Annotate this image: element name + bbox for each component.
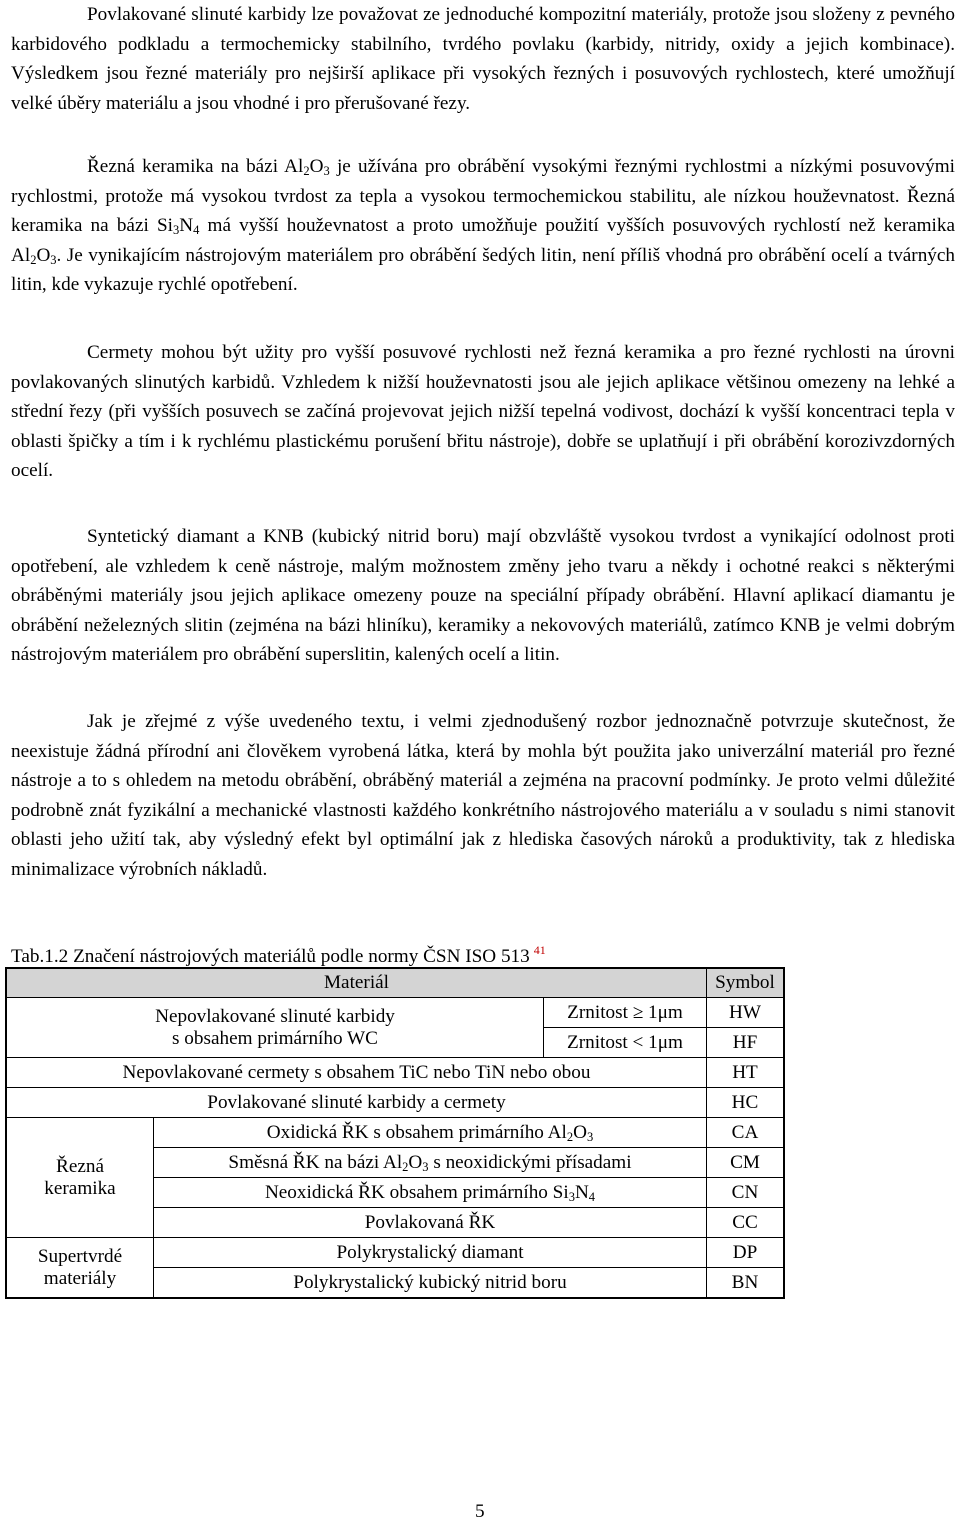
page-number: 5 — [475, 1501, 485, 1522]
cell-pcd: Polykrystalický diamant — [154, 1238, 707, 1268]
table-header-row — [6, 968, 784, 998]
table-caption — [11, 936, 546, 971]
cell-uncoated-cermets: Nepovlakované cermety s obsahem TiC nebo TiN nebo obou — [6, 1058, 707, 1088]
reference-marker: 41 — [533, 943, 546, 957]
table-row — [6, 998, 784, 1028]
table-row — [6, 1118, 784, 1148]
paragraph-superhard: Syntetický diamant a KNB (kubický nitrid boru) mají obzvláště vysokou tvrdost a vynikající odolnost proti opotřebení, ale vzhledem k ceně nástroje, malým možnostem změny jeho tvaru a někdy i ochotné reakci s některými obráběnými materiály jsou jejich aplikace omezeny pouze na speciální případy obrábění. Hlavní aplikací diamantu je obrábění neželezných slitin (zejména na bázi hliníku), keramiky a nekovových materiálů, zatímco KNB je velmi dobrým nástrojovým materiálem pro obrábění superslitin, kalených ocelí a litin. — [11, 526, 955, 665]
paragraph-cermets: Cermety mohou být užity pro vyšší posuvové rychlosti než řezná keramika a pro řezné rychlosti na úrovni povlakovaných slinutých karbidů. Vzhledem k nižší houževnatosti jsou ale jejich aplikace většinou omezeny na lehké a střední řezy (při vyšších posuvech se začíná projevovat jejich nižší tepelná vodivost, dochází k vyšší koncentraci tepla v oblasti špičky a tím i k rychlému plastickému porušení břitu nástroje), dobře se uplatňují i při obrábění korozivzdorných ocelí. — [11, 342, 955, 481]
table-row — [6, 1058, 784, 1088]
cell-symbol-ht: HT — [707, 1058, 785, 1088]
cell-symbol-cc: CC — [707, 1208, 785, 1238]
cell-mixed-ceramic: Směsná ŘK na bázi $Al_2O_3$ s neoxidickými přísadami — [154, 1148, 707, 1178]
cell-symbol-hc: HC — [707, 1088, 785, 1118]
paragraph-cutting-ceramics: Řezná keramika na bázi $Al_2O_3$ je užívána pro obrábění vysokými řeznými rychlostmi a nízkými posuvovými rychlostmi, protože má vysokou tvrdost za tepla a vysokou termochemickou stabilitu, ale nízkou houževnatost. Řezná keramika na bázi $Si_3N_4$ má vyšší houževnatost a proto umožňuje použití vyšších posuvových rychlostí než keramika $Al_2O_3$. Je vynikajícím nástrojovým materiálem pro obrábění šedých litin, není příliš vhodná pro obrábění ocelí a tvárných litin, kde vykazuje rychlé opotřebení. — [11, 156, 955, 295]
cell-symbol-bn: BN — [707, 1268, 785, 1299]
cell-symbol-cn: CN — [707, 1178, 785, 1208]
cell-symbol-hf: HF — [707, 1028, 785, 1058]
table-caption-text: Tab.1.2 Značení nástrojových materiálů podle normy ČSN ISO 513 — [11, 946, 530, 967]
cell-group-ceramics: Řezná keramika — [6, 1118, 154, 1238]
tool-materials-table — [5, 967, 785, 1299]
cell-coated-carbides: Povlakované slinuté karbidy a cermety — [6, 1088, 707, 1118]
table-row — [6, 1238, 784, 1268]
cell-symbol-hw: HW — [707, 998, 785, 1028]
cell-oxide-ceramic: Oxidická ŘK s obsahem primárního $Al_2O_3$ — [154, 1118, 707, 1148]
header-symbol: Symbol — [707, 968, 785, 998]
cell-symbol-dp: DP — [707, 1238, 785, 1268]
cell-coated-ceramic: Povlakovaná ŘK — [154, 1208, 707, 1238]
cell-nonoxide-ceramic: Neoxidická ŘK obsahem primárního $Si_3N_4$ — [154, 1178, 707, 1208]
header-material: Materiál — [6, 968, 707, 998]
paragraph-coated-carbides: Povlakované slinuté karbidy lze považovat ze jednoduché kompozitní materiály, protože jsou složeny z pevného karbidového podkladu a termochemicky stabilního, tvrdého povlaku (karbidy, nitridy, oxidy a jejich kombinace). Výsledkem jsou řezné materiály pro nejširší aplikace při vysokých řezných i posuvových rychlostech, které umožňují velké úběry materiálu a jsou vhodné i pro přerušované řezy. — [11, 4, 955, 114]
cell-uncoated-carbides: Nepovlakované slinuté karbidy s obsahem primárního WC — [6, 998, 544, 1058]
cell-group-superhard: Supertvrdé materiály — [6, 1238, 154, 1299]
cell-grain-coarse: Zrnitost ≥ 1μm — [544, 998, 707, 1028]
cell-grain-fine: Zrnitost < 1μm — [544, 1028, 707, 1058]
paragraph-conclusion: Jak je zřejmé z výše uvedeného textu, i velmi zjednodušený rozbor jednoznačně potvrzuje skutečnost, že neexistuje žádná přírodní ani člověkem vyrobená látka, která by mohla být použita jako univerzální materiál pro řezné nástroje a to s ohledem na metodu obrábění, obráběný materiál a zejména na pracovní podmínky. Je proto velmi důležité podrobně znát fyzikální a mechanické vlastnosti každého konkrétního nástrojového materiálu a v souladu s nimi stanovit oblasti jeho užití tak, aby výsledný efekt byl optimální jak z hlediska časových nároků a produktivity, tak z hlediska minimalizace výrobních nákladů. — [11, 711, 955, 880]
cell-pcbn: Polykrystalický kubický nitrid boru — [154, 1268, 707, 1299]
table-row — [6, 1088, 784, 1118]
cell-symbol-cm: CM — [707, 1148, 785, 1178]
cell-symbol-ca: CA — [707, 1118, 785, 1148]
